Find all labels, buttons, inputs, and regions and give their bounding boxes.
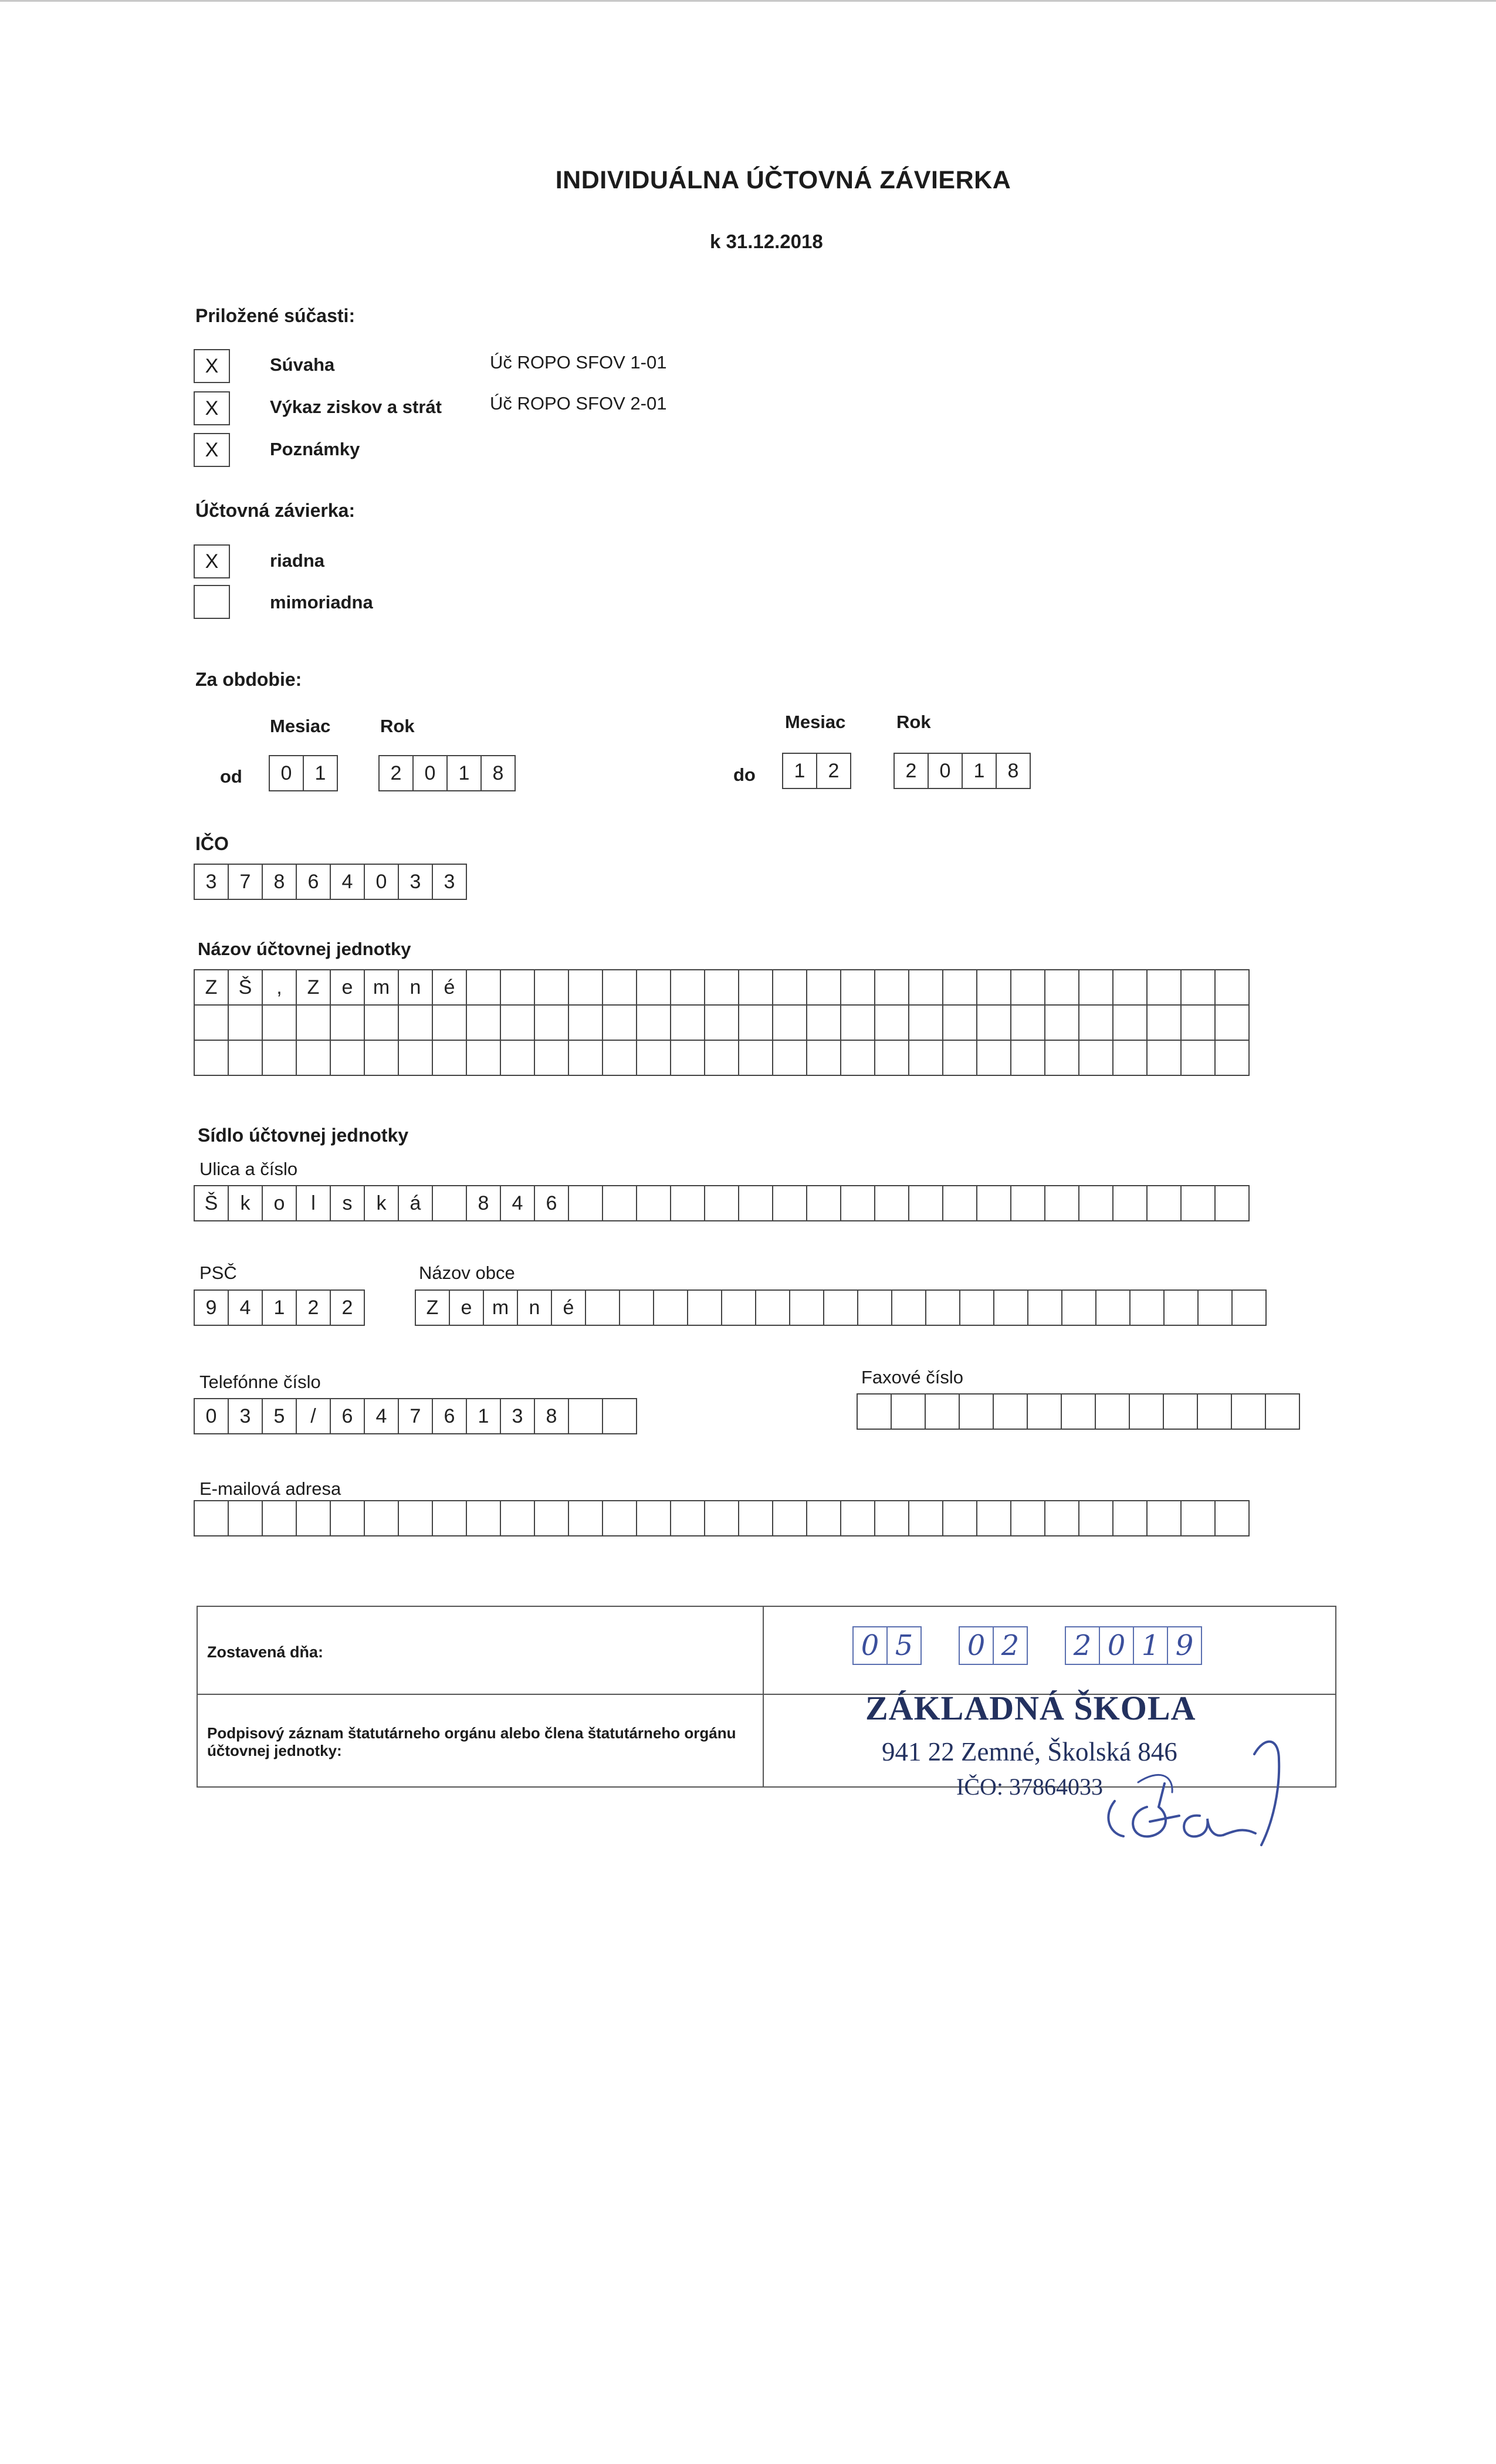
entity-name-cell[interactable] [840, 969, 875, 1006]
entity-name-cell[interactable] [772, 1004, 807, 1041]
email-cell[interactable] [942, 1500, 977, 1536]
city-cell[interactable] [1163, 1289, 1199, 1326]
compiled-year-digit[interactable]: 2 [1065, 1626, 1100, 1665]
to-year-cell[interactable]: 0 [928, 753, 963, 789]
compiled-month[interactable] [960, 1626, 1028, 1665]
street-cell[interactable] [1010, 1185, 1045, 1221]
city-cell[interactable]: m [483, 1289, 518, 1326]
entity-name-cell[interactable] [704, 1004, 739, 1041]
email-cell[interactable] [1180, 1500, 1216, 1536]
entity-name-cell[interactable] [670, 969, 705, 1006]
street-cell[interactable] [1078, 1185, 1113, 1221]
entity-name-cell[interactable] [364, 1004, 399, 1041]
phone-cell[interactable]: 3 [500, 1398, 535, 1434]
street-cell[interactable]: k [364, 1185, 399, 1221]
city-cell[interactable] [1197, 1289, 1233, 1326]
street-cell[interactable] [942, 1185, 977, 1221]
attachment-label-poznamky: Poznámky [270, 439, 360, 459]
entity-name-cell[interactable] [874, 969, 909, 1006]
city-cell[interactable] [891, 1289, 926, 1326]
entity-name-cell[interactable]: m [364, 969, 399, 1006]
checkbox-vykaz[interactable]: X [194, 391, 230, 425]
city-cell[interactable] [789, 1289, 824, 1326]
entity-name-cell[interactable] [262, 1040, 297, 1076]
street-cell[interactable] [636, 1185, 671, 1221]
phone-cell[interactable] [602, 1398, 637, 1434]
ico-cell[interactable]: 3 [432, 864, 467, 900]
street-grid[interactable] [194, 1185, 1250, 1221]
entity-name-label: Názov účtovnej jednotky [198, 939, 411, 959]
fax-cell[interactable] [959, 1393, 994, 1430]
email-cell[interactable] [466, 1500, 501, 1536]
checkbox-suvaha[interactable]: X [194, 349, 230, 383]
document-title: INDIVIDUÁLNA ÚČTOVNÁ ZÁVIERKA [555, 166, 1011, 194]
street-cell[interactable] [432, 1185, 467, 1221]
street-cell[interactable] [602, 1185, 637, 1221]
entity-name-cell[interactable] [1010, 1040, 1045, 1076]
entity-name-cell[interactable] [398, 1004, 433, 1041]
entity-name-cell[interactable] [296, 1004, 331, 1041]
phone-cell[interactable]: 1 [466, 1398, 501, 1434]
to-year-cell[interactable]: 2 [893, 753, 929, 789]
email-cell[interactable] [1146, 1500, 1182, 1536]
fax-cell[interactable] [993, 1393, 1028, 1430]
email-cell[interactable] [806, 1500, 841, 1536]
compiled-year[interactable] [1066, 1626, 1202, 1665]
compiled-day-digit[interactable]: 0 [852, 1626, 888, 1665]
city-label: Názov obce [419, 1263, 515, 1283]
street-cell[interactable]: o [262, 1185, 297, 1221]
stamp-ico: IČO: 37864033 [956, 1773, 1103, 1800]
fax-cell[interactable] [1197, 1393, 1232, 1430]
entity-name-cell[interactable] [1146, 969, 1182, 1006]
phone-cell[interactable]: 4 [364, 1398, 399, 1434]
table-column-divider [763, 1607, 764, 1786]
from-year-cell[interactable]: 1 [446, 755, 482, 791]
entity-name-cell[interactable] [1044, 969, 1079, 1006]
email-cell[interactable] [1044, 1500, 1079, 1536]
phone-cell[interactable]: 5 [262, 1398, 297, 1434]
checkbox-poznamky[interactable]: X [194, 433, 230, 467]
city-cell[interactable] [993, 1289, 1028, 1326]
street-cell[interactable]: 8 [466, 1185, 501, 1221]
from-month-cell[interactable]: 0 [269, 755, 304, 791]
attachment-label-vykaz: Výkaz ziskov a strát [270, 397, 442, 417]
entity-name-cell[interactable] [398, 1040, 433, 1076]
entity-name-cell[interactable] [806, 1004, 841, 1041]
entity-name-cell[interactable] [636, 1004, 671, 1041]
from-year-grid[interactable] [378, 755, 516, 791]
phone-cell[interactable]: 3 [228, 1398, 263, 1434]
email-cell[interactable] [568, 1500, 603, 1536]
ico-cell[interactable]: 3 [194, 864, 229, 900]
to-year-cell[interactable]: 8 [996, 753, 1031, 789]
city-cell[interactable]: n [517, 1289, 552, 1326]
closing-label-mimoriadna: mimoriadna [270, 592, 373, 612]
email-cell[interactable] [1010, 1500, 1045, 1536]
street-cell[interactable] [738, 1185, 773, 1221]
entity-name-cell[interactable] [1180, 1040, 1216, 1076]
street-cell[interactable] [806, 1185, 841, 1221]
entity-name-cell[interactable] [1044, 1004, 1079, 1041]
city-cell[interactable]: é [551, 1289, 586, 1326]
entity-name-cell[interactable] [738, 1040, 773, 1076]
city-cell[interactable] [1095, 1289, 1131, 1326]
psc-grid[interactable] [194, 1289, 365, 1326]
entity-name-row-3[interactable] [194, 1040, 1250, 1076]
entity-name-cell[interactable] [806, 969, 841, 1006]
street-cell[interactable]: Š [194, 1185, 229, 1221]
email-cell[interactable] [636, 1500, 671, 1536]
entity-name-cell[interactable] [1214, 969, 1250, 1006]
street-cell[interactable]: 4 [500, 1185, 535, 1221]
entity-name-cell[interactable] [1146, 1004, 1182, 1041]
city-cell[interactable] [1129, 1289, 1165, 1326]
entity-name-cell[interactable] [976, 1040, 1011, 1076]
scan-top-edge [0, 0, 1496, 2]
entity-name-cell[interactable]: Š [228, 969, 263, 1006]
from-month-label: Mesiac [270, 716, 331, 736]
entity-name-cell[interactable] [466, 1040, 501, 1076]
stamp-school-name: ZÁKLADNÁ ŠKOLA [865, 1689, 1196, 1727]
entity-name-cell[interactable] [534, 1040, 569, 1076]
city-cell[interactable] [687, 1289, 722, 1326]
entity-name-cell[interactable] [194, 1004, 229, 1041]
email-cell[interactable] [602, 1500, 637, 1536]
email-cell[interactable] [534, 1500, 569, 1536]
fax-cell[interactable] [925, 1393, 960, 1430]
fax-cell[interactable] [857, 1393, 892, 1430]
entity-name-cell[interactable] [466, 1004, 501, 1041]
entity-name-cell[interactable] [568, 1004, 603, 1041]
entity-name-cell[interactable] [772, 969, 807, 1006]
street-cell[interactable] [840, 1185, 875, 1221]
email-cell[interactable] [228, 1500, 263, 1536]
psc-cell[interactable]: 2 [330, 1289, 365, 1326]
entity-name-cell[interactable] [806, 1040, 841, 1076]
entity-name-cell[interactable] [942, 1004, 977, 1041]
entity-name-cell[interactable] [874, 1040, 909, 1076]
street-label: Ulica a číslo [199, 1159, 298, 1179]
entity-name-cell[interactable] [1010, 969, 1045, 1006]
to-label: do [733, 764, 756, 785]
street-cell[interactable]: 6 [534, 1185, 569, 1221]
email-cell[interactable] [772, 1500, 807, 1536]
from-year-label: Rok [380, 716, 415, 736]
city-cell[interactable] [585, 1289, 620, 1326]
city-cell[interactable] [653, 1289, 688, 1326]
entity-name-cell[interactable] [500, 969, 535, 1006]
phone-cell[interactable]: 6 [432, 1398, 467, 1434]
entity-name-cell[interactable] [228, 1040, 263, 1076]
entity-name-cell[interactable] [704, 969, 739, 1006]
email-cell[interactable] [976, 1500, 1011, 1536]
to-year-grid[interactable] [893, 753, 1031, 789]
entity-name-cell[interactable] [568, 969, 603, 1006]
entity-name-cell[interactable] [704, 1040, 739, 1076]
city-cell[interactable] [1027, 1289, 1062, 1326]
entity-name-cell[interactable]: e [330, 969, 365, 1006]
compiled-day[interactable] [854, 1626, 922, 1665]
email-cell[interactable] [738, 1500, 773, 1536]
phone-cell[interactable]: 0 [194, 1398, 229, 1434]
entity-name-cell[interactable] [942, 1040, 977, 1076]
phone-cell[interactable] [568, 1398, 603, 1434]
city-cell[interactable] [1231, 1289, 1267, 1326]
fax-cell[interactable] [1027, 1393, 1062, 1430]
psc-cell[interactable]: 4 [228, 1289, 263, 1326]
city-grid[interactable] [415, 1289, 1267, 1326]
street-cell[interactable] [908, 1185, 943, 1221]
entity-name-cell[interactable] [1112, 969, 1148, 1006]
entity-name-cell[interactable] [1078, 1004, 1113, 1041]
entity-name-cell[interactable] [1214, 1040, 1250, 1076]
entity-name-cell[interactable] [738, 969, 773, 1006]
entity-name-cell[interactable] [1078, 969, 1113, 1006]
email-cell[interactable] [194, 1500, 229, 1536]
fax-cell[interactable] [1163, 1393, 1198, 1430]
email-cell[interactable] [364, 1500, 399, 1536]
entity-name-cell[interactable] [330, 1040, 365, 1076]
entity-name-cell[interactable] [1010, 1004, 1045, 1041]
phone-cell[interactable]: 7 [398, 1398, 433, 1434]
email-cell[interactable] [874, 1500, 909, 1536]
entity-name-cell[interactable] [364, 1040, 399, 1076]
handwritten-signature [1103, 1713, 1297, 1866]
street-cell[interactable]: l [296, 1185, 331, 1221]
compiled-day-digit[interactable]: 5 [886, 1626, 922, 1665]
attachment-label-suvaha: Súvaha [270, 354, 335, 375]
entity-name-cell[interactable]: Z [194, 969, 229, 1006]
street-cell[interactable]: á [398, 1185, 433, 1221]
entity-name-cell[interactable] [942, 969, 977, 1006]
entity-name-cell[interactable] [670, 1004, 705, 1041]
to-year-cell[interactable]: 1 [962, 753, 997, 789]
entity-name-cell[interactable] [330, 1004, 365, 1041]
street-cell[interactable] [772, 1185, 807, 1221]
from-year-cell[interactable]: 2 [378, 755, 414, 791]
entity-name-cell[interactable] [262, 1004, 297, 1041]
entity-name-cell[interactable] [908, 1040, 943, 1076]
signature-label: Podpisový záznam štatutárneho orgánu alebo člena štatutárneho orgánu účtovnej jednotky: [207, 1724, 736, 1759]
entity-name-row-2[interactable] [194, 1004, 1250, 1041]
city-cell[interactable]: Z [415, 1289, 450, 1326]
street-cell[interactable] [976, 1185, 1011, 1221]
phone-cell[interactable]: 6 [330, 1398, 365, 1434]
entity-name-cell[interactable] [500, 1004, 535, 1041]
to-month-cell[interactable]: 2 [816, 753, 851, 789]
entity-name-cell[interactable] [534, 969, 569, 1006]
from-month-grid[interactable] [269, 755, 338, 791]
fax-cell[interactable] [1231, 1393, 1266, 1430]
entity-name-cell[interactable] [772, 1040, 807, 1076]
entity-name-cell[interactable] [874, 1004, 909, 1041]
ico-cell[interactable]: 7 [228, 864, 263, 900]
entity-name-cell[interactable] [636, 1040, 671, 1076]
email-cell[interactable] [908, 1500, 943, 1536]
closing-date: k 31.12.2018 [710, 231, 823, 252]
entity-name-cell[interactable] [432, 1040, 467, 1076]
entity-name-cell[interactable] [194, 1040, 229, 1076]
entity-name-cell[interactable] [466, 969, 501, 1006]
street-cell[interactable]: k [228, 1185, 263, 1221]
fax-label: Faxové číslo [861, 1367, 964, 1387]
email-grid[interactable] [194, 1500, 1250, 1536]
entity-name-cell[interactable] [908, 1004, 943, 1041]
to-month-cell[interactable]: 1 [782, 753, 817, 789]
entity-name-cell[interactable] [1214, 1004, 1250, 1041]
entity-name-cell[interactable] [1146, 1040, 1182, 1076]
entity-name-cell[interactable] [1180, 969, 1216, 1006]
entity-name-cell[interactable] [1112, 1040, 1148, 1076]
street-cell[interactable] [568, 1185, 603, 1221]
ico-grid[interactable] [194, 864, 467, 900]
fax-cell[interactable] [891, 1393, 926, 1430]
from-year-cell[interactable]: 0 [412, 755, 448, 791]
phone-cell[interactable]: 8 [534, 1398, 569, 1434]
city-cell[interactable] [1061, 1289, 1096, 1326]
street-cell[interactable] [704, 1185, 739, 1221]
city-cell[interactable] [755, 1289, 790, 1326]
from-label: od [220, 766, 242, 787]
compiled-year-digit[interactable]: 0 [1099, 1626, 1134, 1665]
street-cell[interactable] [1180, 1185, 1216, 1221]
attachment-code-vykaz: Úč ROPO SFOV 2-01 [490, 393, 667, 414]
city-cell[interactable] [721, 1289, 756, 1326]
street-cell[interactable]: s [330, 1185, 365, 1221]
checkbox-riadna[interactable]: X [194, 544, 230, 578]
city-cell[interactable] [857, 1289, 892, 1326]
seat-heading: Sídlo účtovnej jednotky [198, 1125, 409, 1146]
entity-name-cell[interactable] [976, 969, 1011, 1006]
ico-label: IČO [195, 833, 229, 854]
entity-name-cell[interactable] [1078, 1040, 1113, 1076]
fax-cell[interactable] [1129, 1393, 1164, 1430]
compiled-date-grid[interactable] [854, 1626, 1240, 1665]
city-cell[interactable] [823, 1289, 858, 1326]
attachments-heading: Priložené súčasti: [195, 305, 356, 326]
psc-cell[interactable]: 2 [296, 1289, 331, 1326]
ico-cell[interactable]: 0 [364, 864, 399, 900]
compiled-label: Zostavená dňa: [207, 1643, 324, 1661]
to-month-label: Mesiac [785, 712, 846, 732]
street-cell[interactable] [1214, 1185, 1250, 1221]
checkbox-mimoriadna[interactable] [194, 585, 230, 619]
entity-name-cell[interactable] [296, 1040, 331, 1076]
email-cell[interactable] [262, 1500, 297, 1536]
entity-name-cell[interactable] [738, 1004, 773, 1041]
email-cell[interactable] [704, 1500, 739, 1536]
phone-cell[interactable]: / [296, 1398, 331, 1434]
entity-name-cell[interactable] [602, 1040, 637, 1076]
ico-cell[interactable]: 8 [262, 864, 297, 900]
from-year-cell[interactable]: 8 [480, 755, 516, 791]
psc-cell[interactable]: 1 [262, 1289, 297, 1326]
entity-name-cell[interactable] [1044, 1040, 1079, 1076]
phone-grid[interactable] [194, 1398, 637, 1434]
street-cell[interactable] [874, 1185, 909, 1221]
fax-grid[interactable] [857, 1393, 1300, 1430]
closing-label-riadna: riadna [270, 550, 325, 571]
email-cell[interactable] [1112, 1500, 1148, 1536]
entity-name-cell[interactable] [670, 1040, 705, 1076]
entity-name-cell[interactable] [432, 1004, 467, 1041]
entity-name-cell[interactable] [602, 969, 637, 1006]
street-cell[interactable] [1146, 1185, 1182, 1221]
city-cell[interactable] [619, 1289, 654, 1326]
psc-cell[interactable]: 9 [194, 1289, 229, 1326]
entity-name-cell[interactable]: é [432, 969, 467, 1006]
fax-cell[interactable] [1061, 1393, 1096, 1430]
psc-label: PSČ [199, 1263, 237, 1283]
compiled-year-digit[interactable]: 9 [1167, 1626, 1202, 1665]
entity-name-cell[interactable] [840, 1040, 875, 1076]
ico-cell[interactable]: 3 [398, 864, 433, 900]
fax-cell[interactable] [1095, 1393, 1130, 1430]
email-cell[interactable] [1214, 1500, 1250, 1536]
entity-name-cell[interactable] [602, 1004, 637, 1041]
street-cell[interactable] [1112, 1185, 1148, 1221]
email-cell[interactable] [296, 1500, 331, 1536]
email-cell[interactable] [1078, 1500, 1113, 1536]
fax-cell[interactable] [1265, 1393, 1300, 1430]
from-month-cell[interactable]: 1 [303, 755, 338, 791]
entity-name-cell[interactable] [1180, 1004, 1216, 1041]
entity-name-cell[interactable]: , [262, 969, 297, 1006]
city-cell[interactable] [959, 1289, 994, 1326]
email-cell[interactable] [840, 1500, 875, 1536]
attachment-code-suvaha: Úč ROPO SFOV 1-01 [490, 352, 667, 373]
entity-name-cell[interactable]: Z [296, 969, 331, 1006]
entity-name-cell[interactable] [976, 1004, 1011, 1041]
entity-name-cell[interactable] [840, 1004, 875, 1041]
email-cell[interactable] [500, 1500, 535, 1536]
closing-type-heading: Účtovná závierka: [195, 500, 356, 521]
email-cell[interactable] [670, 1500, 705, 1536]
entity-name-cell[interactable] [636, 969, 671, 1006]
email-label: E-mailová adresa [199, 1478, 341, 1499]
street-cell[interactable] [1044, 1185, 1079, 1221]
compiled-month-digit[interactable]: 0 [959, 1626, 994, 1665]
to-year-label: Rok [896, 712, 931, 732]
stamp-address: 941 22 Zemné, Školská 846 [882, 1737, 1177, 1766]
to-month-grid[interactable] [782, 753, 851, 789]
street-cell[interactable] [670, 1185, 705, 1221]
period-heading: Za obdobie: [195, 669, 302, 690]
email-cell[interactable] [398, 1500, 433, 1536]
compiled-month-digit[interactable]: 2 [993, 1626, 1028, 1665]
ico-cell[interactable]: 6 [296, 864, 331, 900]
entity-name-cell[interactable] [1112, 1004, 1148, 1041]
entity-name-cell[interactable] [568, 1040, 603, 1076]
entity-name-cell[interactable]: n [398, 969, 433, 1006]
email-cell[interactable] [432, 1500, 467, 1536]
entity-name-row-1[interactable] [194, 969, 1250, 1006]
entity-name-cell[interactable] [500, 1040, 535, 1076]
city-cell[interactable]: e [449, 1289, 484, 1326]
ico-cell[interactable]: 4 [330, 864, 365, 900]
entity-name-cell[interactable] [534, 1004, 569, 1041]
email-cell[interactable] [330, 1500, 365, 1536]
phone-label: Telefónne číslo [199, 1372, 321, 1392]
city-cell[interactable] [925, 1289, 960, 1326]
entity-name-cell[interactable] [228, 1004, 263, 1041]
entity-name-cell[interactable] [908, 969, 943, 1006]
compiled-year-digit[interactable]: 1 [1133, 1626, 1168, 1665]
